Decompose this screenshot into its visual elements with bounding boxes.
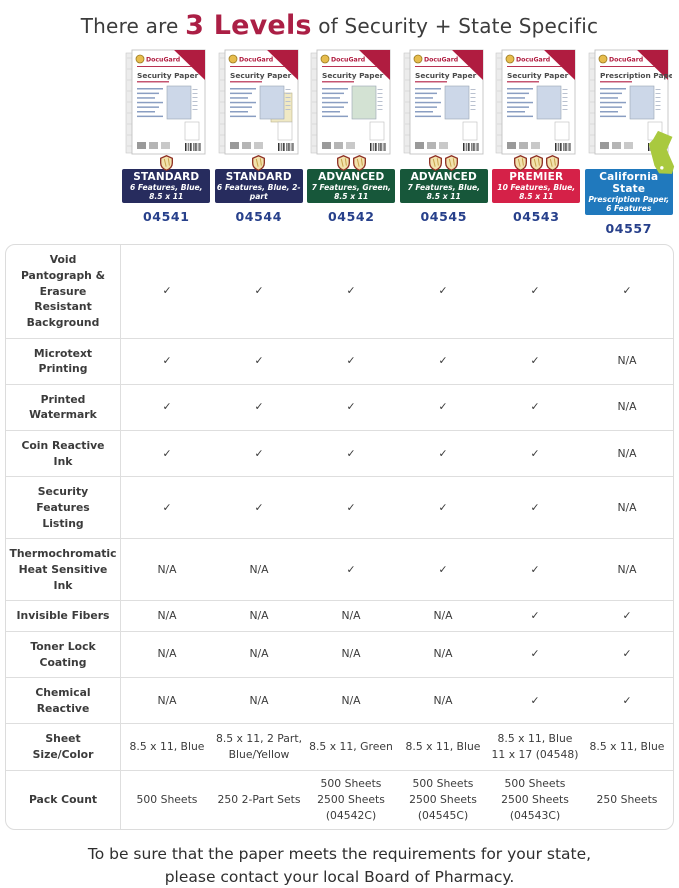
level-banner — [307, 169, 395, 203]
row-label: Pack Count — [6, 771, 121, 830]
table-cell: ✓ — [438, 500, 448, 514]
package-illustration — [123, 46, 209, 158]
item-number: 04544 — [235, 209, 282, 225]
security-shield-icon — [159, 155, 174, 171]
product-column-4 — [398, 46, 491, 236]
table-row — [6, 245, 673, 337]
row-label: Coin Reactive Ink — [6, 431, 121, 476]
product-package-image — [123, 46, 209, 158]
product-package-image — [493, 46, 579, 158]
table-cell: ✓ — [530, 500, 540, 514]
table-cell: N/A — [341, 647, 361, 661]
footer-note — [0, 843, 679, 888]
table-cell: N/A — [617, 562, 637, 576]
svg-text:DocuGard: DocuGard — [423, 56, 458, 64]
table-cell: N/A — [249, 608, 269, 622]
comparison-table — [5, 244, 674, 830]
table-cell: N/A — [617, 500, 637, 514]
row-label: Invisible Fibers — [6, 601, 121, 631]
title-highlight: 3 Levels — [185, 10, 312, 41]
table-cell: 500 Sheets 2500 Sheets (04543C) — [501, 776, 569, 823]
table-cell: ✓ — [438, 284, 448, 298]
svg-text:Security Paper: Security Paper — [322, 71, 384, 80]
row-label: Toner Lock Coating — [6, 632, 121, 677]
table-cell: ✓ — [254, 500, 264, 514]
item-number: 04542 — [328, 209, 375, 225]
table-cell: 8.5 x 11, Blue — [129, 739, 205, 753]
security-shield-icon — [336, 155, 351, 171]
table-cell: N/A — [341, 693, 361, 707]
product-column-5 — [490, 46, 583, 236]
package-illustration — [216, 46, 302, 158]
table-cell: ✓ — [530, 693, 540, 707]
table-cell: N/A — [617, 354, 637, 368]
package-illustration — [401, 46, 487, 158]
row-label: Printed Watermark — [6, 385, 121, 430]
table-cell: ✓ — [438, 446, 448, 460]
table-cell: N/A — [617, 400, 637, 414]
page-title — [0, 0, 679, 40]
table-cell: ✓ — [162, 400, 172, 414]
table-cell: 8.5 x 11, 2 Part, Blue/Yellow — [215, 731, 303, 762]
table-cell: ✓ — [162, 500, 172, 514]
table-cell: 500 Sheets — [136, 792, 198, 806]
table-cell: 250 2-Part Sets — [217, 792, 301, 806]
row-label: Sheet Size/Color — [6, 724, 121, 769]
level-sublabel: 7 Features, Blue, 8.5 x 11 — [407, 183, 481, 202]
table-cell: ✓ — [254, 284, 264, 298]
table-cell: ✓ — [622, 608, 632, 622]
table-cell: ✓ — [530, 284, 540, 298]
item-number: 04545 — [420, 209, 467, 225]
svg-text:DocuGard: DocuGard — [238, 56, 273, 64]
level-label: PREMIER — [509, 171, 564, 183]
svg-text:DocuGard: DocuGard — [516, 56, 551, 64]
row-label: Microtext Printing — [6, 339, 121, 384]
level-banner — [492, 169, 580, 203]
product-package-image — [216, 46, 302, 158]
table-cell: 8.5 x 11, Blue — [589, 739, 665, 753]
level-sublabel: 6 Features, Blue, 2-part — [216, 183, 301, 202]
item-number: 04543 — [513, 209, 560, 225]
table-cell: ✓ — [346, 562, 356, 576]
table-cell: ✓ — [346, 500, 356, 514]
level-label: ADVANCED — [318, 171, 385, 183]
table-cell: N/A — [341, 608, 361, 622]
table-row — [6, 338, 673, 384]
table-cell: N/A — [157, 608, 177, 622]
table-cell: ✓ — [346, 284, 356, 298]
svg-text:Security Paper: Security Paper — [414, 71, 476, 80]
table-cell: 500 Sheets 2500 Sheets (04542C) — [317, 776, 385, 823]
level-label: STANDARD — [225, 171, 292, 183]
table-cell: ✓ — [622, 647, 632, 661]
svg-text:DocuGard: DocuGard — [608, 56, 643, 64]
table-cell: ✓ — [530, 562, 540, 576]
svg-text:Security Paper: Security Paper — [507, 71, 569, 80]
table-cell: 250 Sheets — [596, 792, 658, 806]
table-row — [6, 430, 673, 476]
svg-text:DocuGard: DocuGard — [331, 56, 366, 64]
security-shield-icon — [545, 155, 560, 171]
row-label: Thermochromatic Heat Sensitive Ink — [6, 539, 121, 600]
table-cell: ✓ — [162, 354, 172, 368]
table-cell: ✓ — [530, 446, 540, 460]
title-suffix: of Security + State Specific — [318, 14, 599, 38]
table-cell: N/A — [249, 647, 269, 661]
security-shield-icon — [251, 155, 266, 171]
table-cell: 8.5 x 11, Blue 11 x 17 (04548) — [491, 731, 579, 762]
security-shield-icons — [251, 156, 266, 171]
table-cell: ✓ — [530, 354, 540, 368]
security-shield-icons — [428, 156, 459, 171]
security-shield-icons — [336, 156, 367, 171]
svg-text:Security Paper: Security Paper — [229, 71, 291, 80]
table-cell: N/A — [249, 693, 269, 707]
level-sublabel: Prescription Paper, 6 Features — [588, 195, 670, 214]
product-package-image — [401, 46, 487, 158]
row-label: Security Features Listing — [6, 477, 121, 538]
table-cell: 500 Sheets 2500 Sheets (04545C) — [409, 776, 477, 823]
table-cell: ✓ — [530, 400, 540, 414]
level-banner — [122, 169, 210, 203]
product-package-image — [308, 46, 394, 158]
table-cell: ✓ — [530, 647, 540, 661]
table-cell: N/A — [617, 446, 637, 460]
package-illustration — [493, 46, 579, 158]
level-label: ADVANCED — [410, 171, 477, 183]
table-cell: ✓ — [622, 693, 632, 707]
product-column-2 — [213, 46, 306, 236]
svg-text:Security Paper: Security Paper — [137, 71, 199, 80]
products-row — [120, 46, 675, 236]
table-cell: N/A — [433, 608, 453, 622]
table-row — [6, 600, 673, 631]
table-cell: ✓ — [254, 400, 264, 414]
row-label: Void Pantograph & Erasure Resistant Background — [6, 245, 121, 337]
table-cell: ✓ — [346, 400, 356, 414]
package-illustration — [308, 46, 394, 158]
table-row — [6, 384, 673, 430]
table-cell: N/A — [157, 693, 177, 707]
item-number: 04541 — [143, 209, 190, 225]
table-cell: ✓ — [622, 284, 632, 298]
level-banner — [215, 169, 303, 203]
table-row — [6, 677, 673, 723]
table-row — [6, 538, 673, 600]
table-cell: ✓ — [162, 284, 172, 298]
svg-text:DocuGard: DocuGard — [146, 56, 181, 64]
table-cell: ✓ — [346, 354, 356, 368]
table-cell: ✓ — [438, 562, 448, 576]
table-cell: N/A — [249, 562, 269, 576]
product-column-1 — [120, 46, 213, 236]
level-sublabel: 10 Features, Blue, 8.5 x 11 — [497, 183, 576, 202]
table-cell: 8.5 x 11, Blue — [405, 739, 481, 753]
table-cell: N/A — [433, 693, 453, 707]
california-state-icon — [640, 127, 679, 178]
table-cell: ✓ — [254, 446, 264, 460]
level-sublabel: 7 Features, Green, 8.5 x 11 — [311, 183, 391, 202]
security-shield-icon — [444, 155, 459, 171]
security-shield-icon — [352, 155, 367, 171]
security-shield-icons — [513, 156, 560, 171]
level-label: STANDARD — [133, 171, 200, 183]
item-number: 04557 — [605, 221, 652, 237]
level-sublabel: 6 Features, Blue, 8.5 x 11 — [129, 183, 203, 202]
level-label: California State — [599, 171, 659, 196]
table-row — [6, 770, 673, 830]
security-shield-icon — [513, 155, 528, 171]
table-row — [6, 723, 673, 769]
table-cell: ✓ — [438, 400, 448, 414]
footer-line-1: To be sure that the paper meets the requirements for your state, — [87, 845, 592, 864]
footer-line-2: please contact your local Board of Pharmacy. — [164, 867, 515, 886]
table-cell: ✓ — [162, 446, 172, 460]
row-label: Chemical Reactive — [6, 678, 121, 723]
table-row — [6, 476, 673, 538]
product-column-3 — [305, 46, 398, 236]
table-cell: ✓ — [530, 608, 540, 622]
table-cell: ✓ — [254, 354, 264, 368]
level-banner — [400, 169, 488, 203]
table-cell: ✓ — [438, 354, 448, 368]
table-cell: N/A — [157, 647, 177, 661]
security-shield-icons — [159, 156, 174, 171]
svg-text:Prescription Paper: Prescription Paper — [599, 71, 672, 80]
table-cell: 8.5 x 11, Green — [309, 739, 393, 753]
security-shield-icon — [428, 155, 443, 171]
table-cell: N/A — [157, 562, 177, 576]
table-cell: ✓ — [346, 446, 356, 460]
table-cell: N/A — [433, 647, 453, 661]
title-prefix: There are — [80, 14, 179, 38]
security-shield-icon — [529, 155, 544, 171]
product-column-6 — [583, 46, 676, 236]
